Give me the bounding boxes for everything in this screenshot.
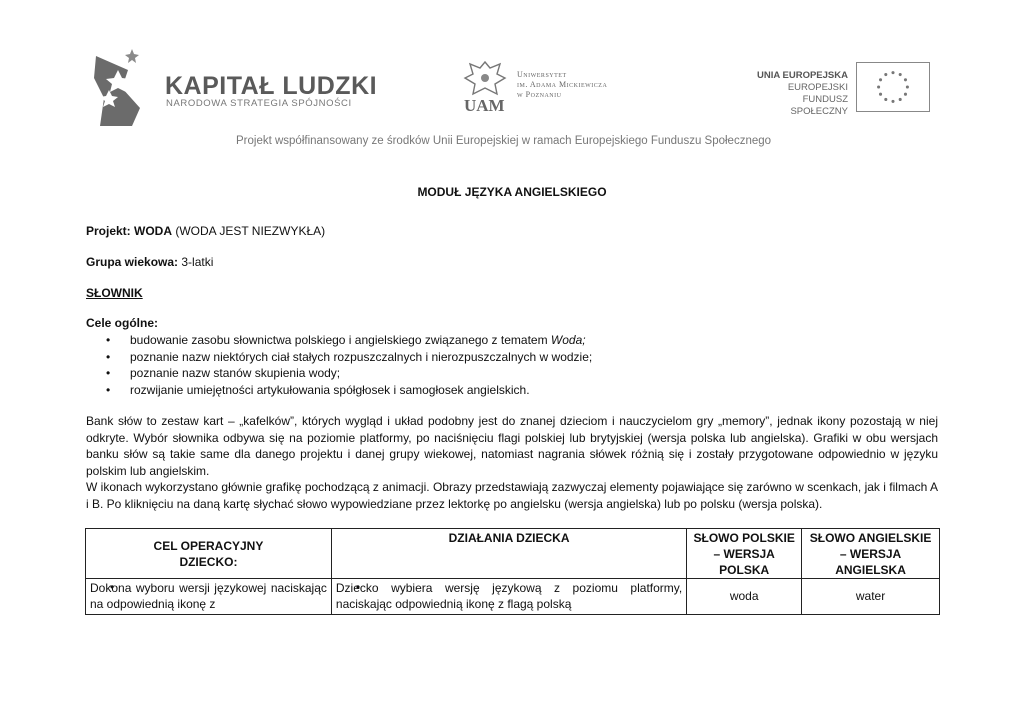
project-value: (WODA JEST NIEZWYKŁA) [172, 224, 326, 238]
age-value: 3-latki [178, 255, 214, 269]
eu-star [906, 85, 909, 88]
kapital-ludzki-logo-icon [92, 48, 150, 126]
age-label: Grupa wiekowa: [86, 255, 179, 269]
activity-table [85, 528, 940, 615]
header-actions: DZIAŁANIA DZIECKA [331, 529, 686, 579]
goal-item: • poznanie nazw stanów skupienia wody; [130, 365, 930, 382]
table-row [86, 579, 940, 615]
header-english: SŁOWO ANGIELSKIE – WERSJA ANGIELSKA [802, 529, 940, 579]
eu-star [884, 73, 887, 76]
eu-star [899, 73, 902, 76]
uam-mark: UAM [464, 96, 505, 115]
eu-star [879, 93, 882, 96]
goal-item: • poznanie nazw niektórych ciał stałych rozpuszczalnych i nierozpuszczalnych w wodzie; [130, 349, 930, 366]
table-header-row [86, 529, 940, 579]
description [86, 413, 938, 512]
kapital-ludzki-subtitle: NARODOWA STRATEGIA SPÓJNOŚCI [166, 98, 352, 109]
eu-star [877, 85, 880, 88]
goals-list [86, 332, 930, 398]
eu-line: FUNDUSZ SPOŁECZNY [790, 94, 848, 117]
page-title: MODUŁ JĘZYKA ANGIELSKIEGO [417, 185, 607, 199]
cell-action: • Dziecko wybiera wersję językową z poziomu platformy, naciskając odpowiednią ikonę z flagą polską [331, 579, 686, 615]
goal-item: • rozwijanie umiejętności artykułowania spółgłosek i samogłosek angielskich. [130, 382, 930, 399]
eu-star [891, 71, 894, 74]
project-label: Projekt: WODA [86, 224, 173, 238]
eu-star [884, 98, 887, 101]
paragraph: W ikonach wykorzystano głównie grafikę pochodzącą z animacji. Obrazy przedstawiają zazwyczaj elementy pojawiające się zarówno w scenkach, jak i filmach A i B. Po kliknięciu na daną kartę słychać słowo wypowiedziane przez lektorkę po angielsku (wersja angielska) lub po polsku (wersja polska). [86, 480, 938, 511]
section-heading: SŁOWNIK [86, 286, 143, 300]
eu-line: EUROPEJSKI [787, 82, 848, 93]
goals-label: Cele ogólne: [86, 316, 159, 330]
cell-polish: woda [687, 579, 802, 615]
uam-line: w Poznaniu [517, 90, 562, 99]
kapital-ludzki-title: KAPITAŁ LUDZKI [165, 72, 378, 100]
uam-name [517, 70, 607, 100]
cell-goal: • Dokona wyboru wersji językowej naciskając na odpowiednią ikonę z [86, 579, 332, 615]
eu-star [891, 100, 894, 103]
eu-line: UNIA EUROPEJSKA [757, 70, 848, 81]
header-goal: CEL OPERACYJNY DZIECKO: [86, 529, 332, 579]
goal-item [130, 332, 930, 349]
eu-star [904, 93, 907, 96]
eu-star [879, 78, 882, 81]
goal-text: budowanie zasobu słownictwa polskiego i angielskiego związanego z tematem [130, 333, 551, 347]
cofinancing-note: Projekt współfinansowany ze środków Unii Europejskiej w ramach Europejskiego Funduszu Społecznego [236, 135, 772, 147]
age-line [86, 255, 213, 269]
header-polish: SŁOWO POLSKIE – WERSJA POLSKA [687, 529, 802, 579]
goal-italic: Woda; [550, 333, 586, 347]
cell-english: water [802, 579, 940, 615]
uam-line: im. Adama Mickiewicza [517, 80, 608, 89]
eu-star [899, 98, 902, 101]
eu-star [904, 78, 907, 81]
uam-line: Uniwersytet [517, 70, 567, 79]
paragraph: Bank słów to zestaw kart – „kafelków”, których wygląd i układ podobny jest do znanej dzieciom i nauczycielom gry „memory”, jednak ikony pozostają w niej odkryte. Wybór słownika odbywa się na poziomie platformy, po naciśnięciu flagi polskiej lub brytyjskiej (wersja polska lub angielska). Grafiki w obu wersjach banku słów są takie same dla danego projektu i danej grupy wiekowej, natomiast nagrania słówek różnią się i zostały przygotowane odpowiednio w języku polskim lub angielskim. [86, 414, 938, 478]
eu-flag-icon [856, 62, 930, 112]
eu-text [748, 70, 848, 118]
project-line [86, 224, 325, 238]
